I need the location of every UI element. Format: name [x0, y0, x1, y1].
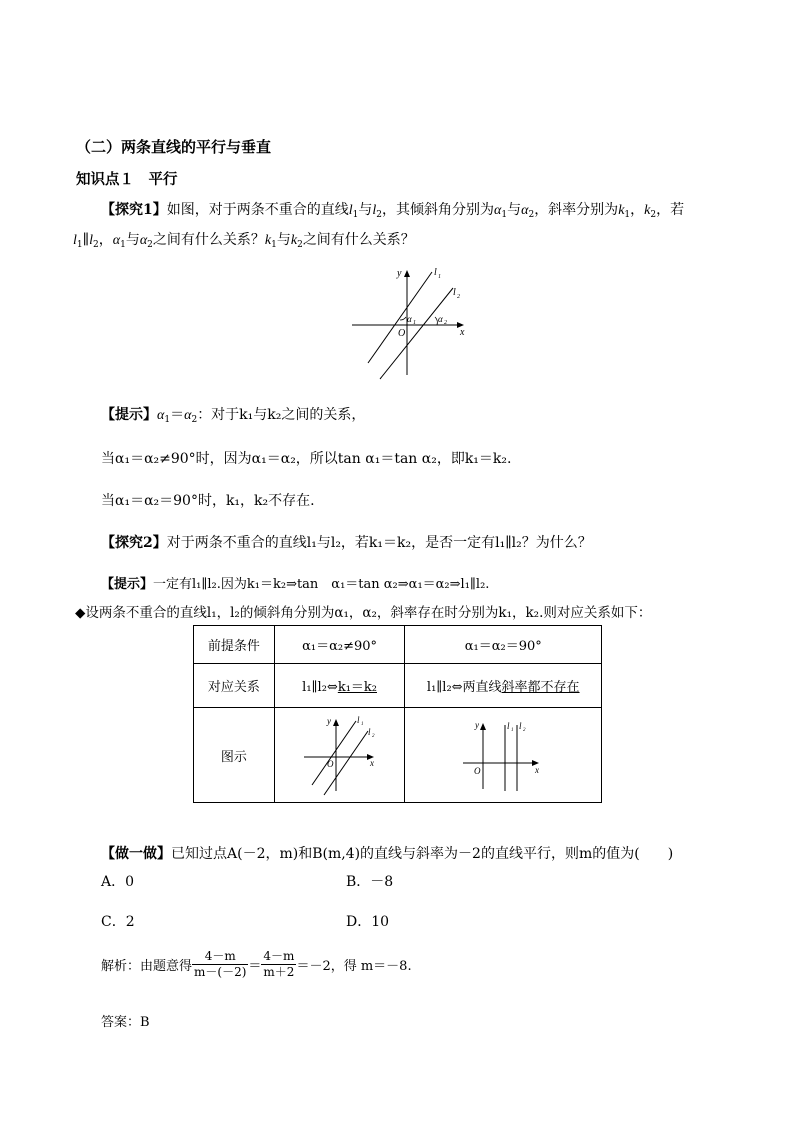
hint2-tag: 【提示】	[101, 577, 154, 592]
l2-label: l	[367, 727, 371, 737]
sym: α	[521, 203, 529, 218]
sym: l	[348, 203, 353, 218]
denominator: m－(－2)	[194, 965, 247, 979]
sym: ∥	[82, 232, 90, 248]
sym: k	[290, 233, 298, 248]
origin-label: O	[326, 759, 334, 769]
knowledge-point-title: 知识点１ 平行	[76, 171, 178, 188]
table-cell	[274, 708, 405, 803]
vertical-parallel-figure	[461, 717, 545, 793]
sym: 2	[191, 415, 198, 425]
option-c: C．2	[101, 914, 135, 930]
l1-sub: 1	[511, 728, 514, 733]
alpha1-sub: 1	[413, 320, 416, 326]
table-cell: α₁＝α₂＝90°	[405, 626, 602, 664]
explore1-text: 之间有什么关系？	[302, 232, 415, 248]
y-axis-arrow	[333, 719, 339, 726]
line-l1	[368, 272, 432, 363]
table-row	[194, 664, 602, 708]
l1-label: l	[507, 721, 510, 731]
solution-label: 解析：由题意得	[101, 959, 193, 974]
l2-sub: 2	[523, 728, 526, 733]
l2-sub: 2	[457, 294, 460, 300]
sym: ＝	[170, 407, 185, 423]
sym: 2	[650, 210, 657, 220]
fraction-2	[261, 949, 296, 980]
explore1-text: ，	[98, 232, 113, 248]
l1-sub: 1	[360, 722, 364, 727]
sym: α	[157, 408, 165, 423]
option-d: D．10	[346, 914, 390, 930]
explore2-tag: 【探究2】	[101, 535, 167, 551]
oblique-parallel-figure	[300, 713, 380, 797]
alpha2-sub: 2	[444, 320, 447, 326]
line-l1	[312, 721, 356, 785]
table-cell: 对应关系	[194, 664, 275, 708]
hint2	[101, 573, 489, 592]
sym: 1	[271, 240, 277, 250]
l1-label: l	[434, 267, 437, 278]
l1-label: l	[356, 715, 360, 725]
sym: 1	[164, 415, 171, 425]
table-cell	[405, 708, 602, 803]
explore2	[101, 532, 592, 552]
sym: α	[184, 408, 192, 423]
sym: k	[618, 203, 625, 218]
explore1-text: ，若	[656, 202, 685, 218]
sym: 1	[120, 240, 126, 250]
option-a: A．0	[101, 874, 135, 890]
sym: 2	[528, 210, 535, 220]
l2-label: l	[453, 287, 456, 298]
table-row	[194, 626, 602, 664]
explore1-text: 之间有什么关系？	[152, 232, 265, 248]
explore1-text: ，其倾斜角分别为	[382, 202, 494, 218]
l1-sub: 1	[438, 274, 441, 280]
sym: α	[494, 203, 502, 218]
sym: 2	[297, 240, 303, 250]
line-l2	[380, 288, 453, 379]
sym: 1	[76, 240, 83, 250]
sym: 2	[147, 240, 153, 250]
numerator: 4－m	[192, 949, 248, 965]
angle-arc-2	[435, 317, 437, 325]
section-title: （二）两条直线的平行与垂直	[76, 138, 272, 156]
sym: l	[73, 233, 77, 248]
table-cell: α₁＝α₂≠90°	[274, 626, 405, 664]
table-row	[194, 708, 602, 803]
solution	[101, 949, 412, 980]
exercise-tag: 【做一做】	[101, 846, 171, 862]
hint1-line2: 当α₁＝α₂≠90°时，因为α₁＝α₂，所以tan α₁＝tan α₂，即k₁＝k₂.	[101, 451, 512, 467]
sym: k	[644, 203, 651, 218]
hint1-tag: 【提示】	[101, 407, 157, 423]
table-cell: 前提条件	[194, 626, 275, 664]
sym: 1	[352, 210, 359, 220]
y-axis-arrow	[404, 270, 410, 277]
hint1-line3: 当α₁＝α₂＝90°时，k₁，k₂不存在.	[101, 493, 315, 509]
hint2-text: 一定有l₁∥l₂.因为k₁＝k₂⇒tan α₁＝tan α₂⇒α₁＝α₂⇒l₁∥l₂.	[153, 577, 490, 592]
option-b: B．－8	[346, 874, 394, 890]
table-cell: 图示	[194, 708, 275, 803]
explore1-tag: 【探究1】	[101, 202, 167, 218]
origin-label: O	[474, 766, 481, 776]
explore1-text: ，斜率分别为	[534, 202, 619, 218]
solution-tail: ＝－2，得 m＝－8.	[296, 959, 412, 974]
explore1-line2	[73, 229, 415, 250]
cell-text: l₁∥l₂⇔	[302, 680, 338, 695]
sym: l	[372, 203, 377, 218]
sym: 1	[624, 210, 631, 220]
cell-text-underlined: k₁＝k₂	[337, 680, 377, 695]
hint1-line1	[101, 404, 365, 425]
sym: 1	[501, 210, 508, 220]
explore1-line1	[101, 199, 684, 220]
x-label: x	[535, 765, 540, 775]
summary: ◆设两条不重合的直线l₁，l₂的倾斜角分别为α₁，α₂，斜率存在时分别为k₁，k₂.则对应关系如下：	[75, 605, 652, 621]
sym: α	[139, 233, 148, 248]
alpha1-label: α	[407, 314, 412, 324]
cell-text: l₁∥l₂⇔两直线	[426, 680, 502, 695]
y-label: y	[397, 268, 402, 279]
sym: k	[264, 233, 272, 248]
y-label: y	[475, 720, 480, 730]
parallel-lines-figure	[352, 262, 472, 380]
alpha2-label: α	[438, 314, 443, 324]
numerator: 4－m	[263, 949, 295, 963]
x-label: x	[369, 758, 374, 768]
explore1-text: 与	[125, 232, 140, 248]
sym: 2	[376, 210, 382, 220]
l2-sub: 2	[371, 734, 375, 739]
fraction-1	[192, 949, 248, 980]
l2-label: l	[519, 721, 522, 731]
cell-text-underlined: 斜率都不存在	[501, 680, 580, 695]
explore1-text: ，	[630, 202, 645, 218]
explore1-text: 如图，对于两条不重合的直线	[166, 202, 349, 218]
sym: α	[112, 233, 121, 248]
explore1-text: 与	[358, 202, 373, 218]
sym: l	[89, 233, 93, 248]
table-cell	[274, 664, 405, 708]
answer: 答案：B	[101, 1015, 150, 1030]
exercise-text: 已知过点A(－2，m)和B(m,4)的直线与斜率为－2的直线平行，则m的值为( )	[171, 846, 674, 862]
correspondence-table	[193, 625, 602, 803]
x-label: x	[460, 327, 465, 338]
hint1-text: ：对于k₁与k₂之间的关系，	[197, 407, 366, 423]
sym: 2	[92, 240, 99, 250]
equals: ＝	[248, 959, 262, 974]
explore2-text: 对于两条不重合的直线l₁与l₂，若k₁＝k₂，是否一定有l₁∥l₂？为什么？	[166, 535, 592, 551]
angle-arc-1	[400, 317, 406, 320]
explore1-text: 与	[507, 202, 522, 218]
origin-label: O	[398, 328, 406, 339]
y-label: y	[326, 716, 331, 726]
y-axis-arrow	[480, 723, 486, 730]
denominator: m＋2	[263, 965, 295, 979]
explore1-text: 与	[276, 232, 291, 248]
table-cell	[405, 664, 602, 708]
exercise	[101, 843, 673, 863]
